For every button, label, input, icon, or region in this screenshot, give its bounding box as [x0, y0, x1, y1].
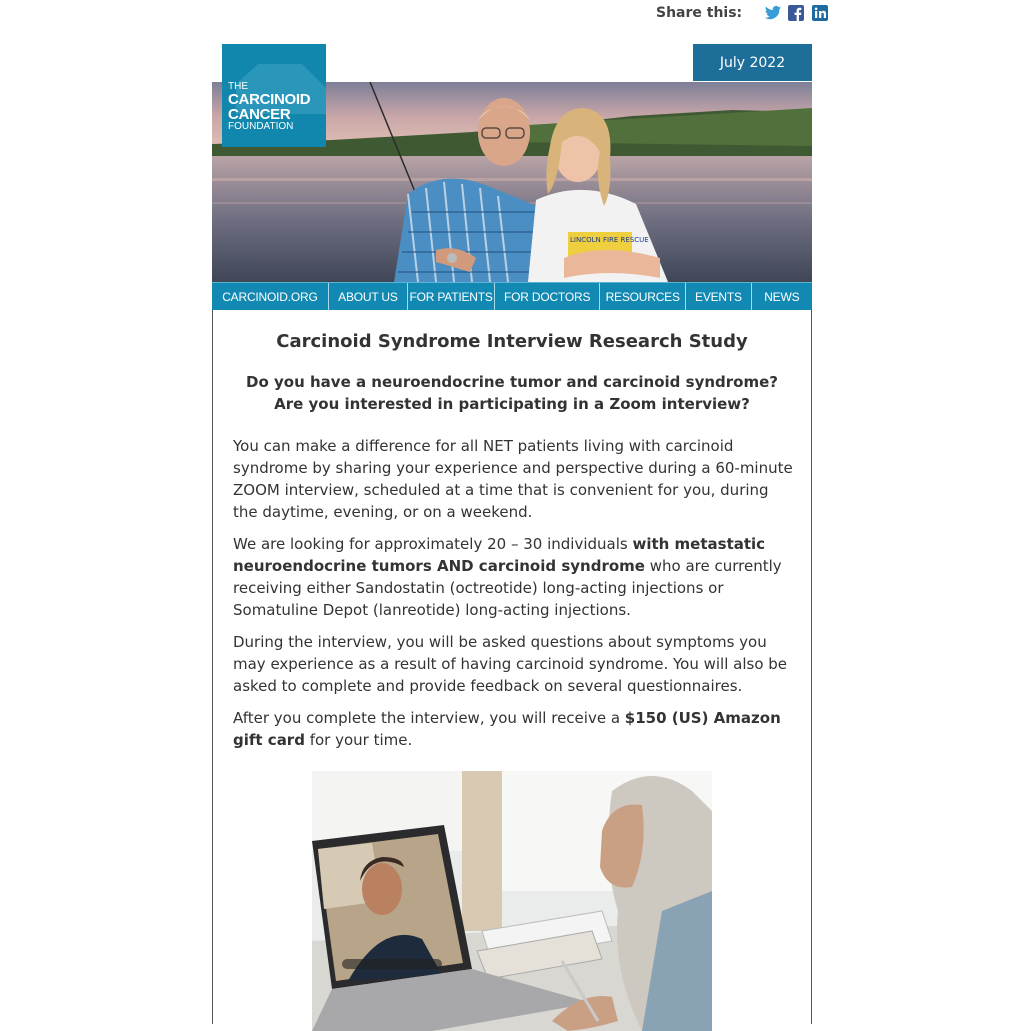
main-nav [212, 282, 812, 310]
article-body [212, 310, 812, 1024]
question-1: Do you have a neuroendocrine tumor and carcinoid syndrome? [246, 373, 778, 391]
nav-about-us[interactable]: ABOUT US [329, 283, 408, 310]
article-title: Carcinoid Syndrome Interview Research Study [276, 331, 748, 352]
nav-events[interactable]: EVENTS [686, 283, 751, 310]
foundation-logo[interactable]: THE CARCINOID CANCER FOUNDATION [222, 44, 326, 147]
article-questions [233, 371, 791, 415]
paragraph-3: During the interview, you will be asked questions about symptoms you may experience as a result of having carcinoid syndrome. You will also be asked to complete and provide feedback on several questionnaires. [233, 633, 788, 695]
linkedin-icon[interactable] [812, 5, 828, 21]
issue-date: July 2022 [693, 44, 812, 81]
share-bar [656, 2, 828, 24]
twitter-icon[interactable] [764, 5, 780, 21]
hero-shirt-text: LINCOLN FIRE RESCUE [570, 236, 649, 244]
nav-news[interactable]: NEWS [764, 289, 800, 304]
zoom-interview-photo [312, 771, 712, 1031]
paragraph-4: After you complete the interview, you will receive a $150 (US) Amazon gift card for your time. [233, 709, 781, 749]
email-header [212, 44, 812, 282]
nav-for-doctors[interactable]: FOR DOCTORS [495, 283, 600, 310]
question-2: Are you interested in participating in a Zoom interview? [274, 395, 750, 413]
paragraph-2: We are looking for approximately 20 – 30 individuals with metastatic neuroendocrine tumors AND carcinoid syndrome who are currently receiving either Sandostatin (octreotide) long-acting injections or Somatuline Depot (lanreotide) long-acting injections. [233, 535, 782, 619]
facebook-icon[interactable] [788, 5, 804, 21]
share-label: Share this: [656, 5, 743, 21]
nav-resources[interactable]: RESOURCES [600, 283, 686, 310]
nav-carcinoid-org[interactable]: CARCINOID.ORG [212, 283, 329, 310]
nav-for-patients[interactable]: FOR PATIENTS [408, 283, 495, 310]
paragraph-1: You can make a difference for all NET patients living with carcinoid syndrome by sharing your experience and perspective during a 60-minute ZOOM interview, scheduled at a time that is convenient for you, during the daytime, evening, or on a weekend. [233, 437, 793, 521]
